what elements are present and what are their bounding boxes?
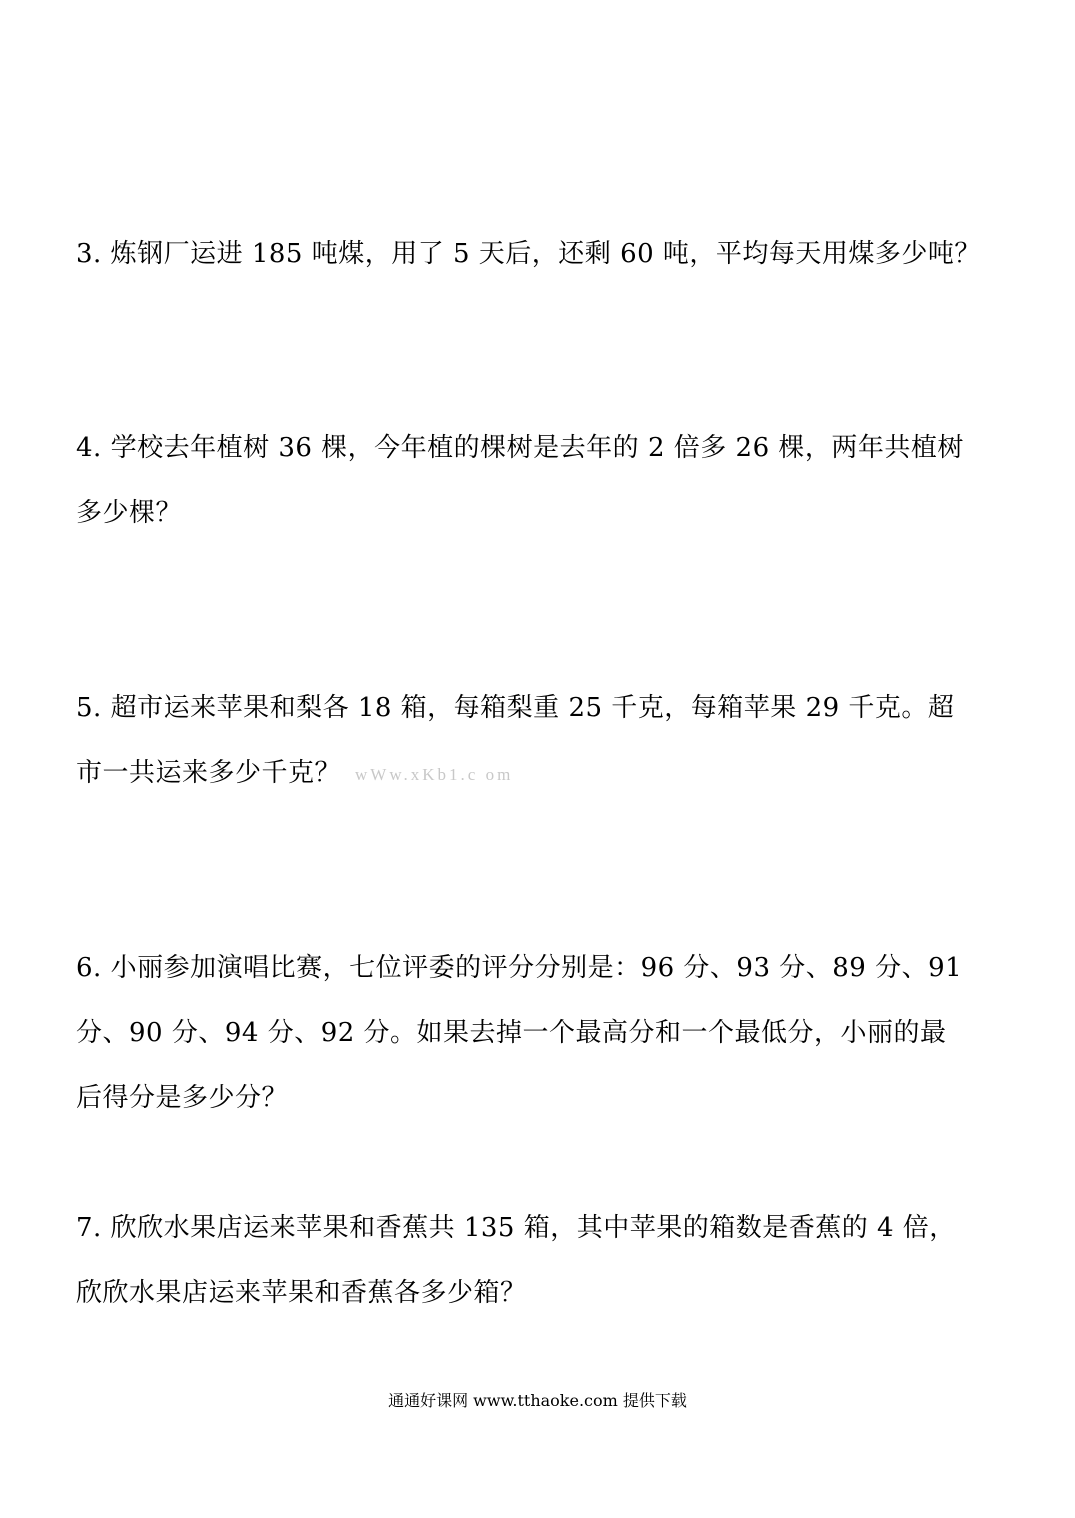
watermark-text: wWw.xKb1.c om [355,765,514,784]
question-4-line-1: 4. 学校去年植树 36 棵，今年植的棵树是去年的 2 倍多 26 棵，两年共植树 [76,433,964,463]
question-7-line-1: 7. 欣欣水果店运来苹果和香蕉共 135 箱，其中苹果的箱数是香蕉的 4 倍， [76,1213,956,1243]
question-5-line-2 [76,757,513,791]
question-5-line-1: 5. 超市运来苹果和梨各 18 箱，每箱梨重 25 千克，每箱苹果 29 千克。超 [76,693,955,723]
question-6-line-1: 6. 小丽参加演唱比赛，七位评委的评分分别是：96 分、93 分、89 分、91 [76,953,963,983]
question-4-line-2: 多少棵？ [76,498,183,528]
question-7-line-2: 欣欣水果店运来苹果和香蕉各多少箱？ [76,1278,527,1308]
page-footer: 通通好课网 www.tthaoke.com 提供下载 [388,1391,687,1410]
question-6-line-2: 分、90 分、94 分、92 分。如果去掉一个最高分和一个最低分，小丽的最 [76,1018,947,1048]
question-6-line-3: 后得分是多少分？ [76,1083,289,1113]
question-5-line-2-text: 市一共运来多少千克？ [76,758,342,788]
question-3-line-1: 3. 炼钢厂运进 185 吨煤，用了 5 天后，还剩 60 吨，平均每天用煤多少吨？ [76,239,981,269]
